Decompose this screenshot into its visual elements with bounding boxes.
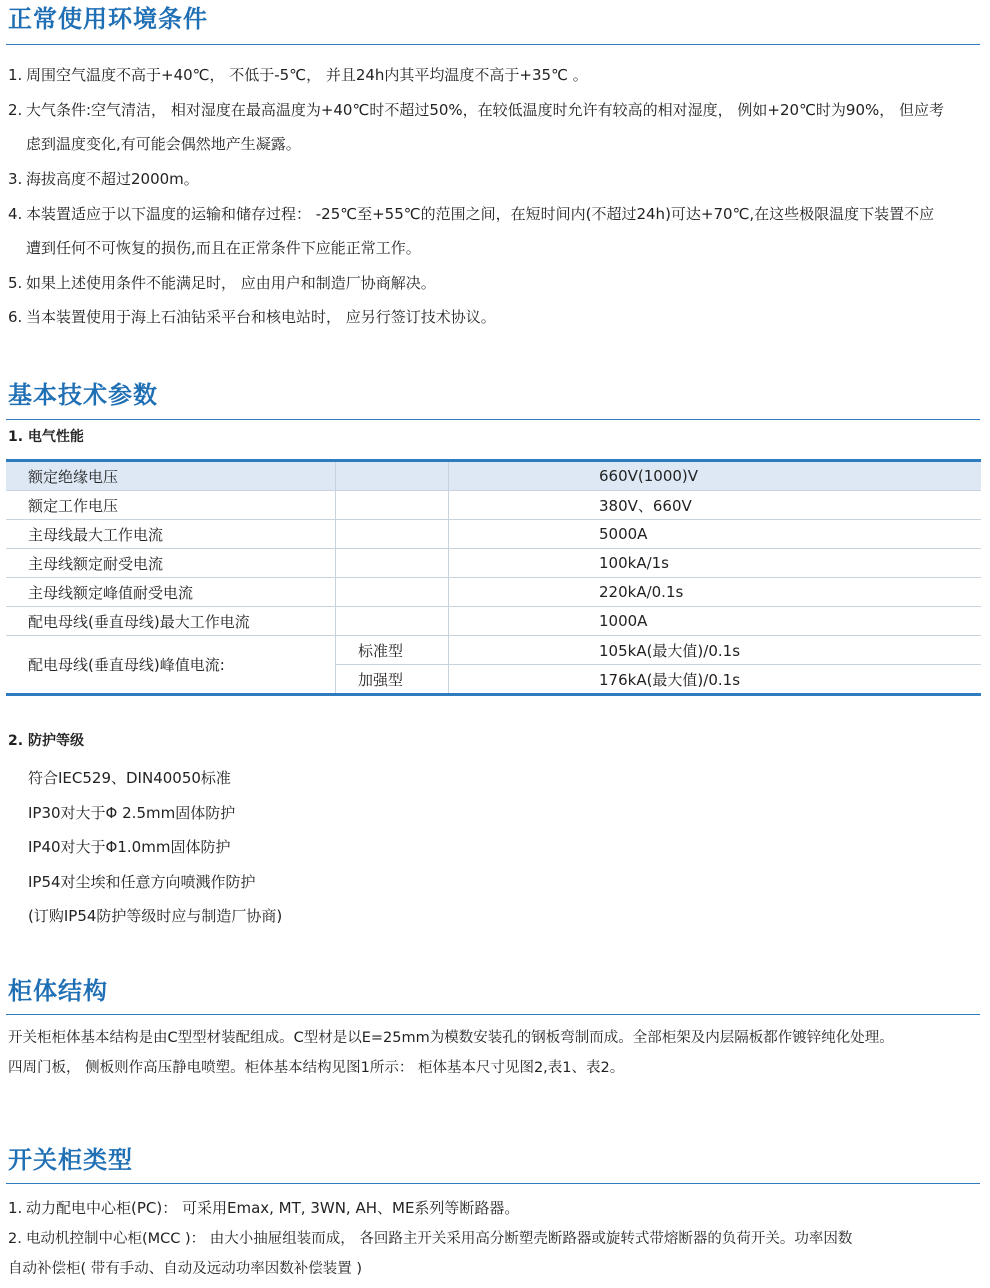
param-name: 主母线最大工作电流 xyxy=(6,520,336,549)
param-name: 额定绝缘电压 xyxy=(6,461,336,491)
structure-paragraph xyxy=(8,1023,986,1083)
section-title-environment: 正常使用环境条件 xyxy=(8,5,208,33)
item-text: 如果上述使用条件不能满足时， 应由用户和制造厂协商解决。 xyxy=(26,274,436,292)
item-number: 6. xyxy=(8,308,23,326)
subheading-electrical: 1. 电气性能 xyxy=(8,429,84,445)
table-row xyxy=(6,520,981,549)
protection-line: 符合IEC529、DIN40050标准 xyxy=(28,769,231,787)
param-name: 配电母线(垂直母线)最大工作电流 xyxy=(6,607,336,636)
item-number: 5. xyxy=(8,274,23,292)
protection-line: (订购IP54防护等级时应与制造厂协商) xyxy=(28,907,283,925)
item-text: 当本装置使用于海上石油钻采平台和核电站时， 应另行签订技术协议。 xyxy=(26,308,496,326)
section-divider xyxy=(6,1183,980,1184)
types-item-1 xyxy=(8,1192,986,1224)
table-row xyxy=(6,491,981,520)
param-sub: 加强型 xyxy=(336,665,449,695)
table-row xyxy=(6,607,981,636)
protection-line: IP40对大于Φ1.0mm固体防护 xyxy=(28,838,231,856)
section-divider xyxy=(6,1014,980,1015)
param-name: 配电母线(垂直母线)峰值电流: xyxy=(6,636,336,695)
section-divider xyxy=(6,419,980,420)
env-item-6 xyxy=(8,300,986,334)
item-number: 1. xyxy=(8,1199,23,1217)
subheading-number: 2 xyxy=(8,733,18,749)
section-title-structure: 柜体结构 xyxy=(8,977,108,1005)
env-item-2 xyxy=(8,93,986,161)
env-item-3 xyxy=(8,162,986,196)
table-row xyxy=(6,578,981,607)
item-text-continued: 自动补偿柜( 带有手动、自动及远动功率因数补偿装置 ) xyxy=(8,1261,363,1277)
item-number: 4. xyxy=(8,205,23,223)
subheading-text: . 防护等级 xyxy=(17,733,84,749)
param-value: 1000A xyxy=(449,607,982,636)
types-item-2 xyxy=(8,1224,986,1284)
item-text: 大气条件:空气清洁， 相对湿度在最高温度为+40℃时不超过50%，在较低温度时允许有较高的相对湿度， 例如+20℃时为90%， 但应考 xyxy=(26,101,945,119)
item-number: 3. xyxy=(8,170,23,188)
item-number: 2. xyxy=(8,1231,22,1247)
item-text: 电动机控制中心柜(MCC )： 由大小抽屉组装而成， 各回路主开关采用高分断塑壳断路器或旋转式带熔断器的负荷开关。功率因数 xyxy=(26,1231,853,1247)
param-value: 5000A xyxy=(449,520,982,549)
item-text-continued: 遭到任何不可恢复的损伤,而且在正常条件下应能正常工作。 xyxy=(26,239,421,257)
param-name: 额定工作电压 xyxy=(6,491,336,520)
item-text: 海拔高度不超过2000m。 xyxy=(26,170,199,188)
protection-line: IP30对大于Φ 2.5mm固体防护 xyxy=(28,804,236,822)
param-name: 主母线额定耐受电流 xyxy=(6,549,336,578)
env-item-1 xyxy=(8,58,986,92)
section-title-tech-params: 基本技术参数 xyxy=(8,381,158,409)
structure-line-1: 开关柜柜体基本结构是由C型型材装配组成。C型材是以E=25mm为模数安装孔的钢板弯制而成。全部柜架及内层隔板都作镀锌纯化处理。 xyxy=(8,1030,894,1046)
param-sub xyxy=(336,607,449,636)
param-value: 380V、660V xyxy=(449,491,982,520)
env-item-5 xyxy=(8,266,986,300)
section-title-switchgear-types: 开关柜类型 xyxy=(8,1146,133,1174)
item-text: 本装置适应于以下温度的运输和储存过程： -25℃至+55℃的范围之间，在短时间内(不超过24h)可达+70℃,在这些极限温度下装置不应 xyxy=(26,205,935,223)
section-divider xyxy=(6,44,980,45)
param-sub xyxy=(336,491,449,520)
param-name: 主母线额定峰值耐受电流 xyxy=(6,578,336,607)
param-value: 105kA(最大值)/0.1s xyxy=(449,636,982,665)
param-sub xyxy=(336,549,449,578)
structure-line-2: 四周门板， 侧板则作高压静电喷塑。柜体基本结构见图1所示： 柜体基本尺寸见图2,表1、表2。 xyxy=(8,1060,625,1076)
param-sub xyxy=(336,461,449,491)
electrical-spec-table xyxy=(6,459,981,696)
param-sub xyxy=(336,520,449,549)
item-text: 周围空气温度不高于+40℃， 不低于-5℃， 并且24h内其平均温度不高于+35℃ 。 xyxy=(26,66,588,84)
table-row xyxy=(6,549,981,578)
env-item-4 xyxy=(8,197,986,265)
param-value: 176kA(最大值)/0.1s xyxy=(599,670,741,689)
table-row xyxy=(6,461,981,491)
protection-line: IP54对尘埃和任意方向喷溅作防护 xyxy=(28,873,256,891)
param-value: 100kA/1s xyxy=(449,549,982,578)
table-row xyxy=(6,636,981,665)
item-number: 1. xyxy=(8,66,23,84)
item-text: 动力配电中心柜(PC)： 可采用Emax, MT, 3WN, AH、ME系列等断路器。 xyxy=(26,1199,520,1217)
subheading-protection xyxy=(8,730,84,752)
param-value: 220kA/0.1s xyxy=(449,578,982,607)
item-text-continued: 虑到温度变化,有可能会偶然地产生凝露。 xyxy=(26,135,301,153)
param-sub xyxy=(336,578,449,607)
item-number: 2. xyxy=(8,101,23,119)
param-value: 660V(1000)V xyxy=(449,461,982,491)
param-sub: 标准型 xyxy=(336,636,449,665)
